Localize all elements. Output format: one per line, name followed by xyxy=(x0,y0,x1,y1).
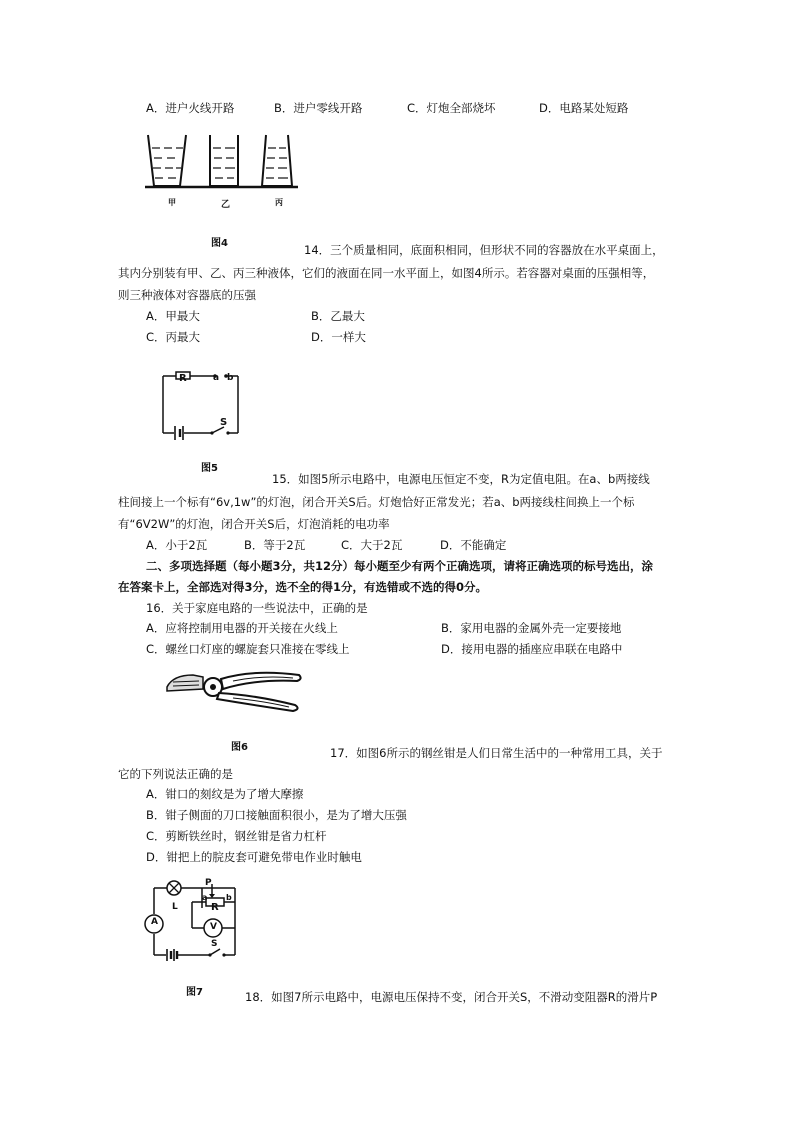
q15-line-3: 有“6V2W”的灯泡，闭合开关S后，灯泡消耗的电功率 xyxy=(118,517,390,531)
figure-5-label-b: b xyxy=(227,373,234,383)
q15-option-d: D．不能确定 xyxy=(440,538,507,552)
figure-4-label-bing: 丙 xyxy=(275,198,283,207)
q14-option-c: C．丙最大 xyxy=(146,330,201,344)
figure-4-label-jia: 甲 xyxy=(168,198,176,207)
q14-option-d: D．一样大 xyxy=(311,330,366,344)
figure-7-label-ammeter: A xyxy=(151,917,158,927)
q15-option-c: C．大于2瓦 xyxy=(341,538,403,552)
q18-line-1: 18．如图7所示电路中，电源电压保持不变，闭合开关S，不滑动变阻器R的滑片P xyxy=(245,990,658,1004)
q14-option-b: B．乙最大 xyxy=(311,309,365,323)
figure-6-pliers xyxy=(163,665,305,715)
q15-line-2: 柱间接上一个标有“6v,1w”的灯泡，闭合开关S后。灯炮恰好正常发光；若a、b两接线柱间换上一个标 xyxy=(118,495,635,509)
q13-option-b: B．进户零线开路 xyxy=(274,101,363,115)
q17-option-b: B．钳子侧面的刀口接触面积很小，是为了增大压强 xyxy=(146,808,407,822)
section-2-heading-line-2: 在答案卡上，全部选对得3分，选不全的得1分，有选错或不选的得0分。 xyxy=(118,580,488,594)
q17-line-2: 它的下列说法正确的是 xyxy=(118,767,233,781)
figure-7-caption: 图7 xyxy=(186,987,203,998)
figure-7-label-l: L xyxy=(172,902,178,912)
q15-option-a: A．小于2瓦 xyxy=(146,538,208,552)
figure-7-label-p: P xyxy=(205,878,212,888)
q17-option-d: D．钳把上的脘皮套可避免带电作业时触电 xyxy=(146,850,362,864)
q13-option-a: A．进户火线开路 xyxy=(146,101,235,115)
q14-line-2: 其内分别装有甲、乙、丙三种液体，它们的液面在同一水平面上，如图4所示。若容器对桌面的压强相等， xyxy=(118,266,655,280)
q13-option-d: D．电路某处短路 xyxy=(539,101,629,115)
q14-line-1: 14．三个质量相同，底面积相同，但形状不同的容器放在水平桌面上， xyxy=(304,243,664,257)
figure-4-caption: 图4 xyxy=(211,238,228,249)
q16-option-c: C．螺丝口灯座的螺旋套只准接在零线上 xyxy=(146,642,350,656)
figure-5-label-s: S xyxy=(220,417,228,428)
figure-5-label-r: R xyxy=(179,373,187,384)
figure-7-label-s: S xyxy=(211,939,218,949)
section-2-heading-line-1: 二、多项选择题（每小题3分，共12分）每小题至少有两个正确选项，请将正确选项的标号选出，涂 xyxy=(146,559,653,573)
figure-5-caption: 图5 xyxy=(201,463,218,474)
figure-4-label-yi: 乙 xyxy=(221,200,231,210)
q17-option-c: C．剪断铁丝时，钢丝钳是省力杠杆 xyxy=(146,829,327,843)
q16-option-b: B．家用电器的金属外壳一定要接地 xyxy=(441,621,622,635)
q16-option-a: A．应将控制用电器的开关接在火线上 xyxy=(146,621,338,635)
q16-stem: 16．关于家庭电路的一些说法中，正确的是 xyxy=(146,601,368,615)
q17-option-a: A．钳口的刻纹是为了增大摩擦 xyxy=(146,787,304,801)
figure-6-caption: 图6 xyxy=(231,742,248,753)
figure-7-label-b: b xyxy=(226,893,232,902)
q15-option-b: B．等于2瓦 xyxy=(244,538,306,552)
figure-7-label-a: a xyxy=(202,893,208,902)
q17-line-1: 17．如图6所示的钢丝钳是人们日常生活中的一种常用工具，关于 xyxy=(330,746,663,760)
q14-option-a: A．甲最大 xyxy=(146,309,200,323)
q16-option-d: D．接用电器的插座应串联在电路中 xyxy=(441,642,623,656)
figure-7-label-r: R xyxy=(211,902,219,913)
figure-5-label-a: a xyxy=(213,373,220,383)
q13-option-c: C．灯炮全部烧坏 xyxy=(407,101,496,115)
q14-line-3: 则三种液体对容器底的压强 xyxy=(118,288,256,302)
q15-line-1: 15．如图5所示电路中，电源电压恒定不变，R为定值电阻。在a、b两接线 xyxy=(272,472,650,486)
figure-7-label-voltmeter: V xyxy=(210,922,217,932)
